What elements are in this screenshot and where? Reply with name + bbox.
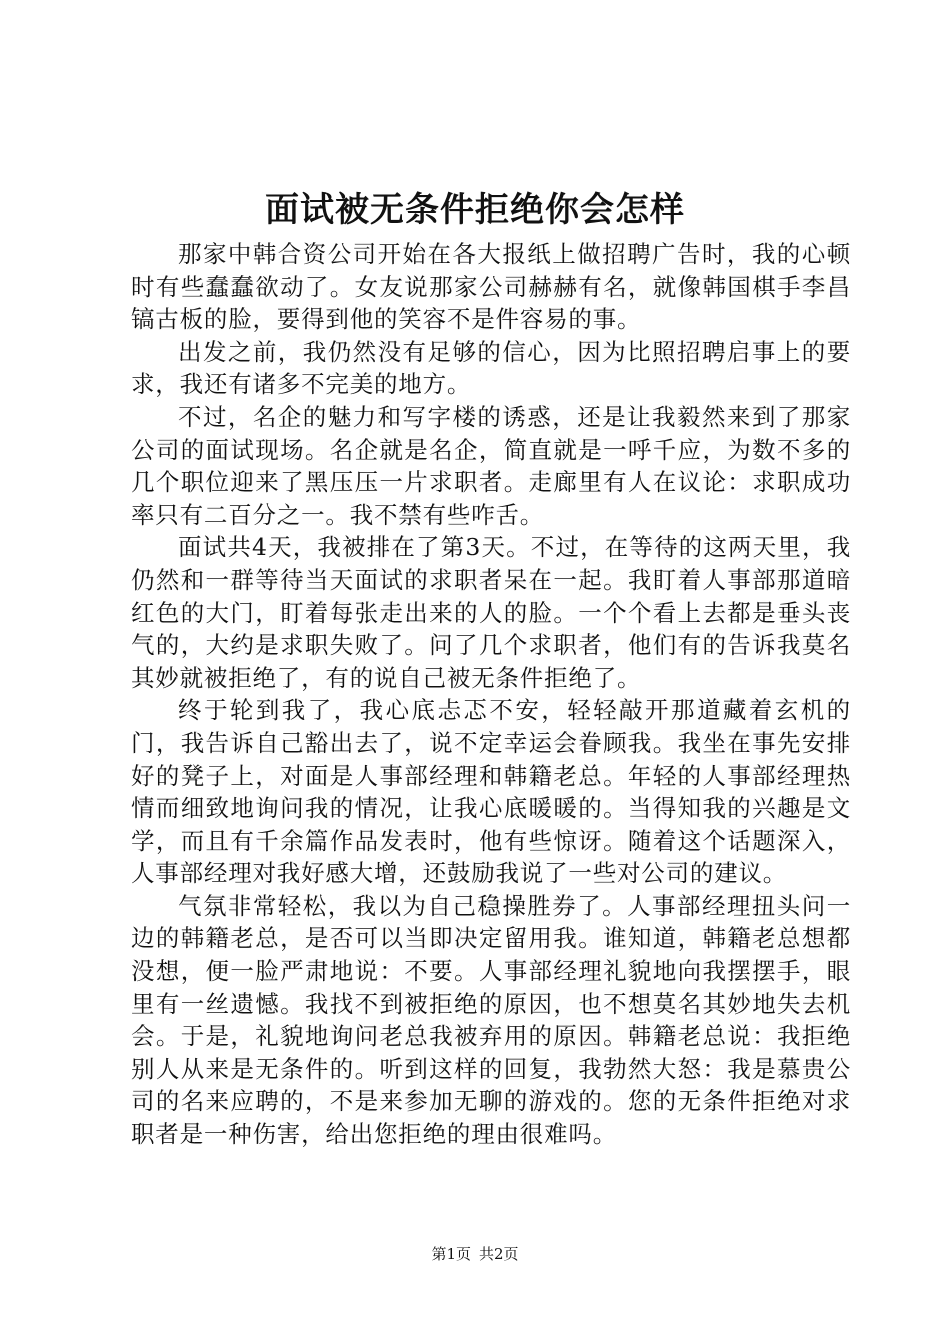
paragraph-6: 气氛非常轻松，我以为自己稳操胜券了。人事部经理扭头问一边的韩籍老总，是否可以当即决定留用我。谁知道，韩籍老总想都没想，便一脸严肃地说：不要。人事部经理礼貌地向我摆摆手，眼里有一丝遗憾。我找不到被拒绝的原因，也不想莫名其妙地失去机会。于是，礼貌地询问老总我被弃用的原因。韩籍老总说：我拒绝别人从来是无条件的。听到这样的回复，我勃然大怒：我是慕贵公司的名来应聘的，不是来参加无聊的游戏的。您的无条件拒绝对求职者是一种伤害，给出您拒绝的理由很难吗。	[131, 891, 851, 1149]
paragraph-2: 出发之前，我仍然没有足够的信心，因为比照招聘启事上的要求，我还有诸多不完美的地方。	[131, 337, 851, 399]
paragraph-1: 那家中韩合资公司开始在各大报纸上做招聘广告时，我的心顿时有些蠢蠢欲动了。女友说那家公司赫赫有名，就像韩国棋手李昌镐古板的脸，要得到他的笑容不是件容易的事。	[131, 240, 851, 334]
paragraph-3: 不过，名企的魅力和写字楼的诱惑，还是让我毅然来到了那家公司的面试现场。名企就是名企，简直就是一呼千应，为数不多的几个职位迎来了黑压压一片求职者。走廊里有人在议论：求职成功率只有二百分之一。我不禁有些咋舌。	[131, 402, 851, 529]
document-body	[131, 238, 851, 1151]
paragraph-4: 面试共4天，我被排在了第3天。不过，在等待的这两天里，我仍然和一群等待当天面试的求职者呆在一起。我盯着人事部那道暗红色的大门，盯着每张走出来的人的脸。一个个看上去都是垂头丧气的，大约是求职失败了。问了几个求职者，他们有的告诉我莫名其妙就被拒绝了，有的说自己被无条件拒绝了。	[131, 533, 851, 692]
page-number: 第1页	[431, 1245, 471, 1263]
page-footer	[0, 1244, 950, 1264]
document-title: 面试被无条件拒绝你会怎样	[265, 190, 685, 230]
paragraph-5: 终于轮到我了，我心底忐忑不安，轻轻敲开那道藏着玄机的门，我告诉自己豁出去了，说不定幸运会眷顾我。我坐在事先安排好的凳子上，对面是人事部经理和韩籍老总。年轻的人事部经理热情而细致地询问我的情况，让我心底暖暖的。当得知我的兴趣是文学，而且有千余篇作品发表时，他有些惊讶。随着这个话题深入，人事部经理对我好感大增，还鼓励我说了一些对公司的建议。	[131, 696, 851, 888]
page-total: 共2页	[479, 1245, 519, 1263]
